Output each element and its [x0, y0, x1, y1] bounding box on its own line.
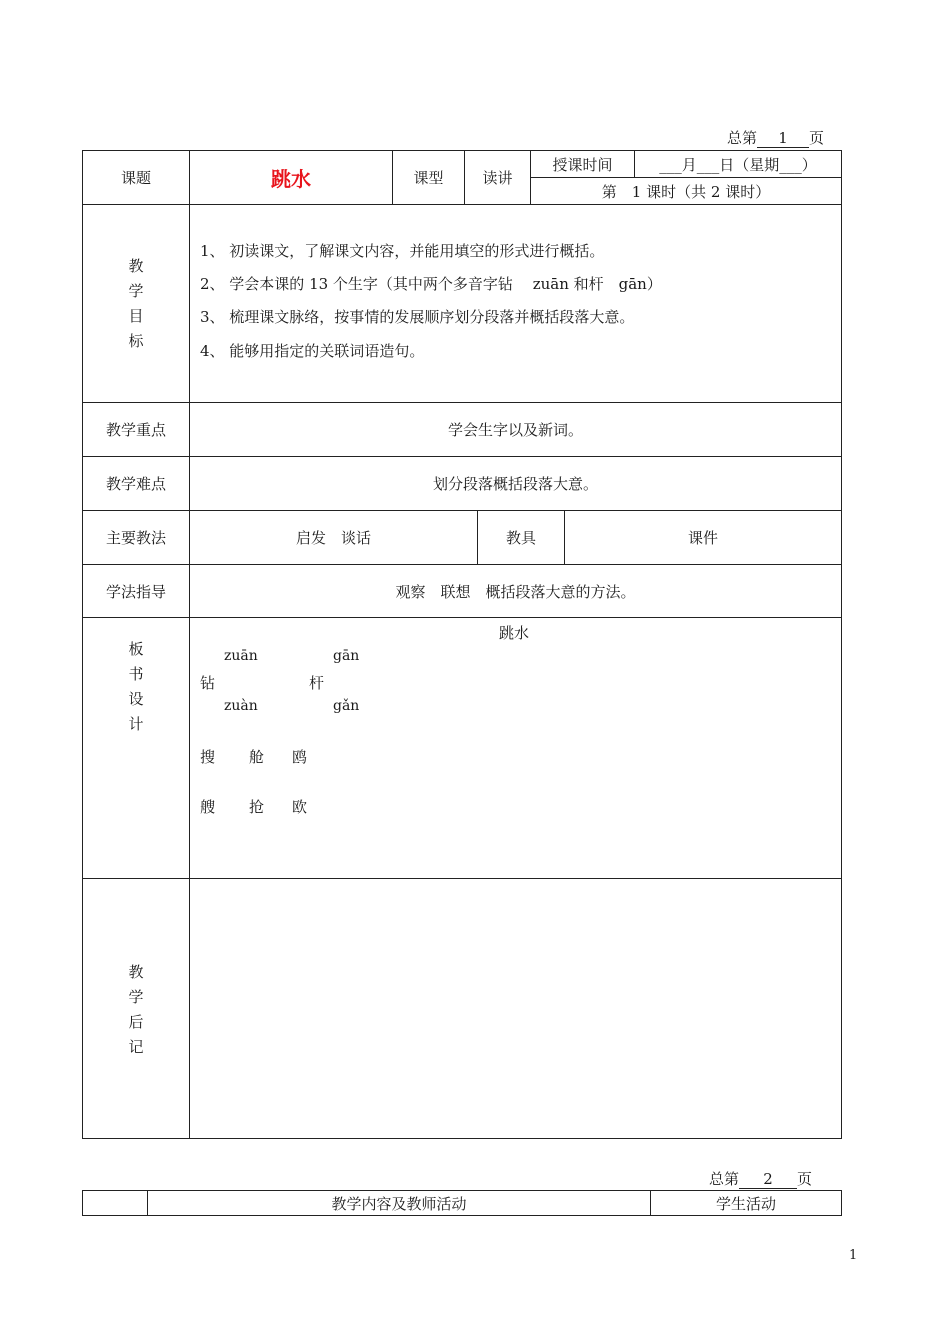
- page-counter-2: [709, 1168, 812, 1189]
- page-counter-number: 2: [739, 1170, 797, 1189]
- tools-label: 教具: [505, 529, 536, 547]
- reflection-label: 教 学 后 记: [128, 963, 144, 1056]
- lesson-type-label: 课型: [413, 169, 444, 187]
- board-pinyin: gān: [333, 648, 360, 664]
- lesson-period: 第 1 课时（共 2 课时）: [601, 182, 771, 201]
- board-character: 艘: [200, 798, 216, 816]
- board-title: 跳水: [499, 624, 530, 642]
- board-design-label: 板 书 设 计: [128, 640, 144, 733]
- board-pinyin: zuān: [224, 648, 258, 664]
- board-character: 钻: [200, 674, 216, 692]
- topic-label: 课题: [120, 169, 151, 187]
- board-character: 舱: [249, 748, 265, 766]
- page-counter-suffix: 页: [809, 129, 825, 147]
- objective-item: 3、 梳理课文脉络，按事情的发展顺序划分段落并概括段落大意。: [200, 308, 635, 326]
- difficulty-label: 教学难点: [105, 475, 166, 493]
- teaching-date: ___月___日（星期___）: [659, 155, 817, 174]
- key-point-value: 学会生字以及新词。: [447, 421, 583, 439]
- lesson-title: 跳水: [271, 167, 311, 191]
- board-pinyin: gǎn: [333, 698, 360, 714]
- page-counter-1: [727, 127, 824, 148]
- page-counter-suffix: 页: [797, 1170, 813, 1188]
- board-character: 鸥: [292, 748, 308, 766]
- key-point-label: 教学重点: [105, 421, 166, 439]
- teaching-content-header: 教学内容及教师活动: [331, 1194, 467, 1213]
- page-counter-prefix: 总第: [709, 1170, 740, 1188]
- board-character: 抢: [249, 798, 265, 816]
- objective-item: 1、 初读课文，了解课文内容，并能用填空的形式进行概括。: [200, 242, 605, 260]
- board-character: 欧: [292, 798, 308, 816]
- page-number: 1: [849, 1248, 858, 1263]
- lesson-type-value: 读讲: [482, 169, 513, 187]
- board-character: 搜: [200, 748, 216, 766]
- teaching-time-label: 授课时间: [552, 155, 613, 174]
- board-character: 杆: [309, 674, 325, 692]
- difficulty-value: 划分段落概括段落大意。: [432, 475, 598, 493]
- study-guide-value: 观察 联想 概括段落大意的方法。: [395, 582, 636, 601]
- objective-item: 2、 学会本课的 13 个生字（其中两个多音字钻 zuān 和杆 gān）: [200, 275, 662, 293]
- method-label: 主要教法: [105, 529, 166, 547]
- objectives-label: 教 学 目 标: [128, 256, 144, 350]
- page-counter-prefix: 总第: [727, 129, 758, 147]
- study-guide-label: 学法指导: [105, 582, 166, 601]
- board-pinyin: zuàn: [224, 698, 258, 714]
- method-value: 启发 谈话: [295, 529, 371, 547]
- tools-value: 课件: [687, 529, 718, 547]
- student-activity-header: 学生活动: [715, 1194, 776, 1213]
- objective-item: 4、 能够用指定的关联词语造句。: [200, 342, 425, 360]
- page-counter-number: 1: [757, 129, 809, 148]
